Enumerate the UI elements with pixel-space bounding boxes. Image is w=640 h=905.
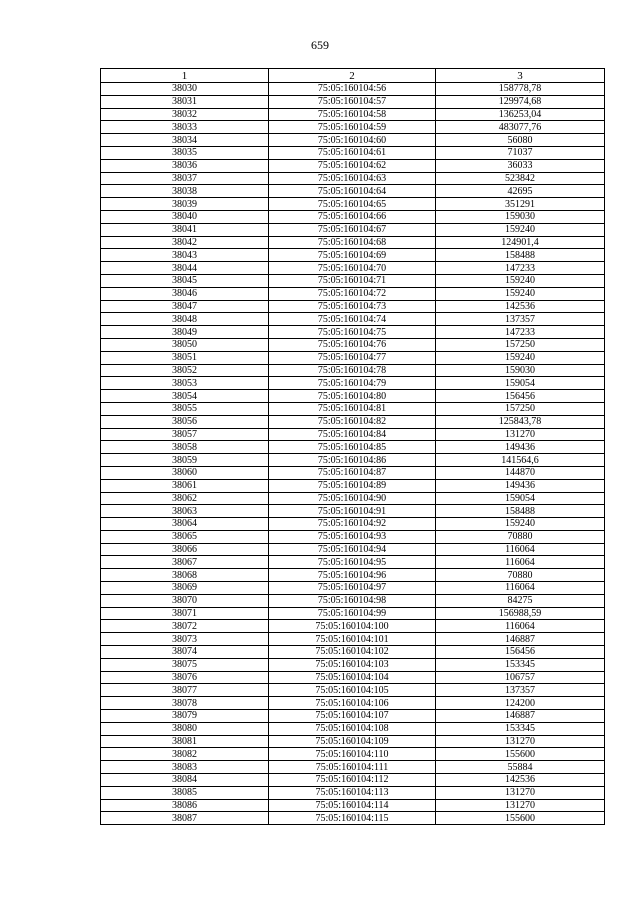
table-cell: 137357 — [436, 313, 605, 326]
table-cell: 38055 — [101, 402, 269, 415]
table-cell: 55884 — [436, 761, 605, 774]
table-cell: 38033 — [101, 121, 269, 134]
table-cell: 75:05:160104:89 — [269, 479, 436, 492]
table-cell: 38045 — [101, 274, 269, 287]
table-cell: 116064 — [436, 582, 605, 595]
table-cell: 158778,78 — [436, 83, 605, 96]
table-cell: 38047 — [101, 300, 269, 313]
table-cell: 70880 — [436, 569, 605, 582]
table-cell: 75:05:160104:115 — [269, 812, 436, 825]
table-cell: 75:05:160104:94 — [269, 543, 436, 556]
table-cell: 144870 — [436, 466, 605, 479]
table-cell: 38073 — [101, 633, 269, 646]
table-row — [101, 262, 605, 275]
table-row — [101, 671, 605, 684]
data-table — [100, 68, 605, 825]
table-cell: 75:05:160104:103 — [269, 658, 436, 671]
table-cell: 124901,4 — [436, 236, 605, 249]
table-row — [101, 620, 605, 633]
table-row — [101, 198, 605, 211]
table-cell: 38052 — [101, 364, 269, 377]
table-cell: 75:05:160104:84 — [269, 428, 436, 441]
table-cell: 38046 — [101, 287, 269, 300]
table-row — [101, 402, 605, 415]
table-cell: 149436 — [436, 479, 605, 492]
table-row — [101, 505, 605, 518]
table-cell: 38043 — [101, 249, 269, 262]
table-cell: 156988,59 — [436, 607, 605, 620]
table-cell: 155600 — [436, 812, 605, 825]
table-cell: 116064 — [436, 556, 605, 569]
table-cell: 38066 — [101, 543, 269, 556]
table-cell: 38039 — [101, 198, 269, 211]
table-cell: 75:05:160104:68 — [269, 236, 436, 249]
table-cell: 75:05:160104:105 — [269, 684, 436, 697]
table-cell: 75:05:160104:74 — [269, 313, 436, 326]
table-row — [101, 95, 605, 108]
table-cell: 38071 — [101, 607, 269, 620]
table-cell: 75:05:160104:66 — [269, 210, 436, 223]
table-cell: 124200 — [436, 697, 605, 710]
table-cell: 75:05:160104:77 — [269, 351, 436, 364]
table-cell: 142536 — [436, 774, 605, 787]
table-cell: 38079 — [101, 710, 269, 723]
table-cell: 75:05:160104:65 — [269, 198, 436, 211]
table-row — [101, 185, 605, 198]
table-cell: 75:05:160104:57 — [269, 95, 436, 108]
table-cell: 116064 — [436, 620, 605, 633]
table-cell: 75:05:160104:93 — [269, 530, 436, 543]
table-cell: 38067 — [101, 556, 269, 569]
table-row — [101, 774, 605, 787]
table-cell: 38063 — [101, 505, 269, 518]
table-cell: 38059 — [101, 454, 269, 467]
table-cell: 75:05:160104:108 — [269, 722, 436, 735]
table-cell: 75:05:160104:100 — [269, 620, 436, 633]
table-cell: 159240 — [436, 518, 605, 531]
table-cell: 38030 — [101, 83, 269, 96]
table-cell: 38080 — [101, 722, 269, 735]
table-cell: 146887 — [436, 633, 605, 646]
table-cell: 38048 — [101, 313, 269, 326]
table-cell: 38051 — [101, 351, 269, 364]
table-row — [101, 812, 605, 825]
table-row — [101, 454, 605, 467]
table-cell: 75:05:160104:80 — [269, 390, 436, 403]
table-cell: 131270 — [436, 799, 605, 812]
table-cell: 38060 — [101, 466, 269, 479]
table-row — [101, 722, 605, 735]
table-row — [101, 569, 605, 582]
table-cell: 38065 — [101, 530, 269, 543]
table-cell: 159054 — [436, 377, 605, 390]
table-header — [101, 69, 605, 83]
table-row — [101, 556, 605, 569]
table-cell: 75:05:160104:64 — [269, 185, 436, 198]
table-row — [101, 83, 605, 96]
table-cell: 483077,76 — [436, 121, 605, 134]
table-cell: 158488 — [436, 249, 605, 262]
table-row — [101, 799, 605, 812]
table-cell: 38084 — [101, 774, 269, 787]
table-cell: 38044 — [101, 262, 269, 275]
table-row — [101, 697, 605, 710]
table-cell: 129974,68 — [436, 95, 605, 108]
table-row — [101, 441, 605, 454]
table-cell: 38069 — [101, 582, 269, 595]
table-cell: 75:05:160104:70 — [269, 262, 436, 275]
column-header-3: 3 — [436, 69, 605, 83]
table-cell: 38054 — [101, 390, 269, 403]
table-cell: 147233 — [436, 326, 605, 339]
table-cell: 136253,04 — [436, 108, 605, 121]
table-cell: 75:05:160104:96 — [269, 569, 436, 582]
table-row — [101, 761, 605, 774]
table-row — [101, 159, 605, 172]
table-cell: 75:05:160104:82 — [269, 415, 436, 428]
table-cell: 75:05:160104:97 — [269, 582, 436, 595]
table-cell: 75:05:160104:59 — [269, 121, 436, 134]
table-cell: 75:05:160104:106 — [269, 697, 436, 710]
table-cell: 38086 — [101, 799, 269, 812]
table-cell: 75:05:160104:90 — [269, 492, 436, 505]
table-cell: 75:05:160104:99 — [269, 607, 436, 620]
table-cell: 75:05:160104:69 — [269, 249, 436, 262]
table-cell: 75:05:160104:61 — [269, 146, 436, 159]
table-cell: 157250 — [436, 338, 605, 351]
header-row — [101, 69, 605, 83]
table-cell: 153345 — [436, 658, 605, 671]
table-row — [101, 658, 605, 671]
table-row — [101, 121, 605, 134]
table-row — [101, 236, 605, 249]
table-cell: 75:05:160104:113 — [269, 786, 436, 799]
table-row — [101, 108, 605, 121]
table-cell: 75:05:160104:91 — [269, 505, 436, 518]
table-cell: 75:05:160104:75 — [269, 326, 436, 339]
table-cell: 106757 — [436, 671, 605, 684]
table-row — [101, 134, 605, 147]
table-row — [101, 582, 605, 595]
table-cell: 75:05:160104:95 — [269, 556, 436, 569]
table-cell: 75:05:160104:102 — [269, 646, 436, 659]
table-cell: 75:05:160104:109 — [269, 735, 436, 748]
table-row — [101, 415, 605, 428]
table-cell: 75:05:160104:78 — [269, 364, 436, 377]
table-cell: 38072 — [101, 620, 269, 633]
table-cell: 137357 — [436, 684, 605, 697]
table-cell: 38036 — [101, 159, 269, 172]
table-cell: 38042 — [101, 236, 269, 249]
table-row — [101, 377, 605, 390]
table-cell: 38050 — [101, 338, 269, 351]
table-cell: 159240 — [436, 351, 605, 364]
table-cell: 159030 — [436, 210, 605, 223]
table-cell: 38062 — [101, 492, 269, 505]
table-cell: 38081 — [101, 735, 269, 748]
table-cell: 38058 — [101, 441, 269, 454]
table-cell: 70880 — [436, 530, 605, 543]
table-cell: 75:05:160104:62 — [269, 159, 436, 172]
table-cell: 75:05:160104:110 — [269, 748, 436, 761]
table-cell: 38083 — [101, 761, 269, 774]
table-cell: 38085 — [101, 786, 269, 799]
table-cell: 38038 — [101, 185, 269, 198]
table-row — [101, 428, 605, 441]
table-cell: 75:05:160104:98 — [269, 594, 436, 607]
table-body — [101, 83, 605, 825]
table-cell: 38035 — [101, 146, 269, 159]
table-cell: 38082 — [101, 748, 269, 761]
table-cell: 38034 — [101, 134, 269, 147]
table-row — [101, 530, 605, 543]
table-cell: 159240 — [436, 274, 605, 287]
table-row — [101, 274, 605, 287]
table-cell: 75:05:160104:86 — [269, 454, 436, 467]
table-row — [101, 364, 605, 377]
column-header-1: 1 — [101, 69, 269, 83]
table-row — [101, 326, 605, 339]
table-cell: 158488 — [436, 505, 605, 518]
table-cell: 131270 — [436, 428, 605, 441]
table-cell: 75:05:160104:87 — [269, 466, 436, 479]
table-cell: 38077 — [101, 684, 269, 697]
table-row — [101, 287, 605, 300]
table-row — [101, 300, 605, 313]
table-cell: 351291 — [436, 198, 605, 211]
table-row — [101, 518, 605, 531]
table-cell: 75:05:160104:104 — [269, 671, 436, 684]
table-row — [101, 684, 605, 697]
table-cell: 75:05:160104:76 — [269, 338, 436, 351]
table-cell: 38031 — [101, 95, 269, 108]
table-row — [101, 492, 605, 505]
table-cell: 75:05:160104:92 — [269, 518, 436, 531]
table-cell: 84275 — [436, 594, 605, 607]
table-cell: 38075 — [101, 658, 269, 671]
table-cell: 75:05:160104:56 — [269, 83, 436, 96]
table-cell: 146887 — [436, 710, 605, 723]
table-cell: 75:05:160104:114 — [269, 799, 436, 812]
table-row — [101, 313, 605, 326]
table-row — [101, 249, 605, 262]
table-cell: 147233 — [436, 262, 605, 275]
table-cell: 157250 — [436, 402, 605, 415]
table-cell: 149436 — [436, 441, 605, 454]
table-row — [101, 607, 605, 620]
table-cell: 156456 — [436, 646, 605, 659]
table-cell: 38061 — [101, 479, 269, 492]
table-row — [101, 646, 605, 659]
table-row — [101, 594, 605, 607]
table-row — [101, 351, 605, 364]
table-cell: 38068 — [101, 569, 269, 582]
table-cell: 75:05:160104:71 — [269, 274, 436, 287]
table-cell: 75:05:160104:107 — [269, 710, 436, 723]
table-cell: 71037 — [436, 146, 605, 159]
table-cell: 125843,78 — [436, 415, 605, 428]
table-cell: 38087 — [101, 812, 269, 825]
table-cell: 523842 — [436, 172, 605, 185]
table-cell: 155600 — [436, 748, 605, 761]
table-cell: 38074 — [101, 646, 269, 659]
table-cell: 36033 — [436, 159, 605, 172]
table-row — [101, 633, 605, 646]
table-cell: 75:05:160104:72 — [269, 287, 436, 300]
table-cell: 131270 — [436, 786, 605, 799]
table-cell: 142536 — [436, 300, 605, 313]
table-cell: 38070 — [101, 594, 269, 607]
table-cell: 38056 — [101, 415, 269, 428]
table-cell: 38053 — [101, 377, 269, 390]
table-cell: 38040 — [101, 210, 269, 223]
table-cell: 38032 — [101, 108, 269, 121]
table-row — [101, 390, 605, 403]
table-cell: 159030 — [436, 364, 605, 377]
table-cell: 38064 — [101, 518, 269, 531]
table-cell: 159240 — [436, 223, 605, 236]
table-cell: 75:05:160104:101 — [269, 633, 436, 646]
table-row — [101, 479, 605, 492]
table-row — [101, 710, 605, 723]
table-cell: 153345 — [436, 722, 605, 735]
table-cell: 38041 — [101, 223, 269, 236]
column-header-2: 2 — [269, 69, 436, 83]
table-cell: 38078 — [101, 697, 269, 710]
table-row — [101, 223, 605, 236]
table-cell: 159240 — [436, 287, 605, 300]
table-cell: 42695 — [436, 185, 605, 198]
table-row — [101, 210, 605, 223]
table-cell: 75:05:160104:111 — [269, 761, 436, 774]
table-cell: 116064 — [436, 543, 605, 556]
table-cell: 131270 — [436, 735, 605, 748]
table-row — [101, 786, 605, 799]
table-cell: 38076 — [101, 671, 269, 684]
table-cell: 75:05:160104:112 — [269, 774, 436, 787]
table-cell: 38037 — [101, 172, 269, 185]
table-cell: 75:05:160104:63 — [269, 172, 436, 185]
table-cell: 38057 — [101, 428, 269, 441]
table-row — [101, 748, 605, 761]
table-cell: 159054 — [436, 492, 605, 505]
table-cell: 141564,6 — [436, 454, 605, 467]
table-cell: 75:05:160104:67 — [269, 223, 436, 236]
table-cell: 75:05:160104:81 — [269, 402, 436, 415]
table-cell: 75:05:160104:79 — [269, 377, 436, 390]
table-row — [101, 466, 605, 479]
table-cell: 156456 — [436, 390, 605, 403]
table-cell: 75:05:160104:58 — [269, 108, 436, 121]
table-row — [101, 172, 605, 185]
table-row — [101, 146, 605, 159]
table-row — [101, 735, 605, 748]
page-number: 659 — [311, 38, 329, 52]
table-cell: 56080 — [436, 134, 605, 147]
table-cell: 75:05:160104:85 — [269, 441, 436, 454]
table-cell: 75:05:160104:73 — [269, 300, 436, 313]
table-cell: 75:05:160104:60 — [269, 134, 436, 147]
table-row — [101, 338, 605, 351]
table-cell: 38049 — [101, 326, 269, 339]
table-row — [101, 543, 605, 556]
